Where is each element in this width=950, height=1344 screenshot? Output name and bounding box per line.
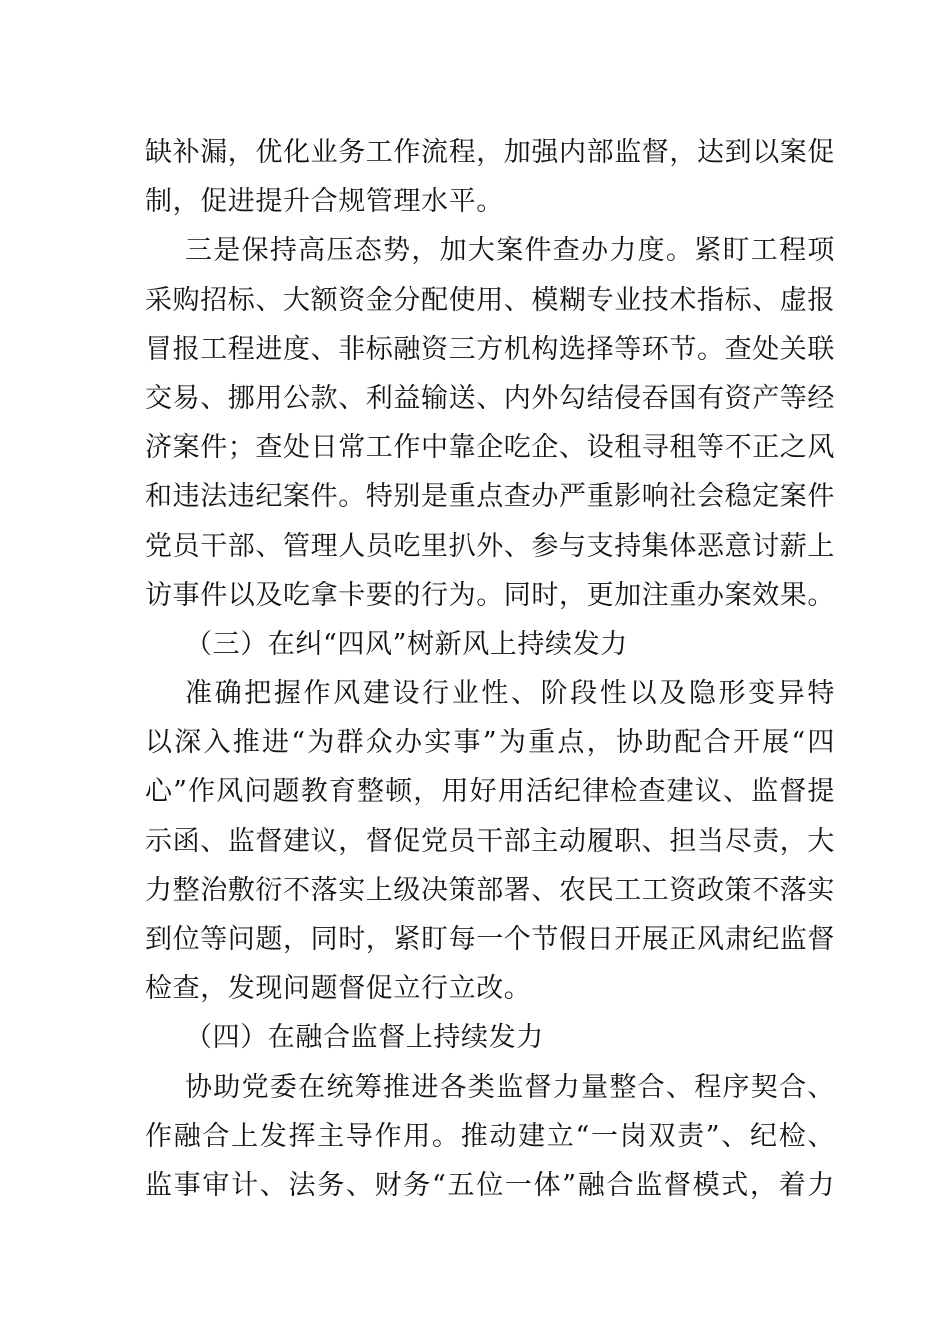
text-line: 制，促进提升合规管理水平。 <box>145 186 504 218</box>
text-line: 到位等问题，同时，紧盯每一个节假日开展正风肃纪监督 <box>145 924 835 955</box>
text-line: 济案件；查处日常工作中靠企吃企、设租寻租等不正之风 <box>145 432 835 464</box>
text-line: 交易、挪用公款、利益输送、内外勾结侵吞国有资产等经 <box>145 382 835 414</box>
section-heading: （三）在纠“四风”树新风上持续发力 <box>185 628 628 660</box>
text-line: 作融合上发挥主导作用。推动建立“一岗双责”、纪检、 <box>145 1120 835 1152</box>
text-line: 准确把握作风建设行业性、阶段性以及隐形变异特 <box>185 678 835 710</box>
text-line: 心”作风问题教育整顿，用好用活纪律检查建议、监督提 <box>145 776 835 808</box>
section-heading: （四）在融合监督上持续发力 <box>185 1022 544 1054</box>
text-line: 和违法违纪案件。特别是重点查办严重影响社会稳定案件 <box>145 481 835 513</box>
text-line: 三是保持高压态势，加大案件查办力度。紧盯工程项 <box>185 235 835 267</box>
text-line: 监事审计、法务、财务“五位一体”融合监督模式，着力 <box>145 1169 835 1201</box>
text-line: 缺补漏，优化业务工作流程，加强内部监督，达到以案促 <box>145 137 835 168</box>
text-line: 冒报工程进度、非标融资三方机构选择等环节。查处关联 <box>145 333 835 365</box>
text-line: 力整治敷衍不落实上级决策部署、农民工工资政策不落实 <box>145 874 835 906</box>
text-line: 检查，发现问题督促立行立改。 <box>145 973 532 1005</box>
text-line: 采购招标、大额资金分配使用、模糊专业技术指标、虚报 <box>145 284 835 316</box>
text-line: 协助党委在统筹推进各类监督力量整合、程序契合、 <box>185 1071 835 1103</box>
text-line: 示函、监督建议，督促党员干部主动履职、担当尽责，大 <box>145 825 835 857</box>
text-line: 以深入推进“为群众办实事”为重点，协助配合开展“四 <box>145 727 835 759</box>
text-line: 党员干部、管理人员吃里扒外、参与支持集体恶意讨薪上 <box>145 530 835 562</box>
text-line: 访事件以及吃拿卡要的行为。同时，更加注重办案效果。 <box>145 579 835 611</box>
document-body <box>145 128 835 1210</box>
